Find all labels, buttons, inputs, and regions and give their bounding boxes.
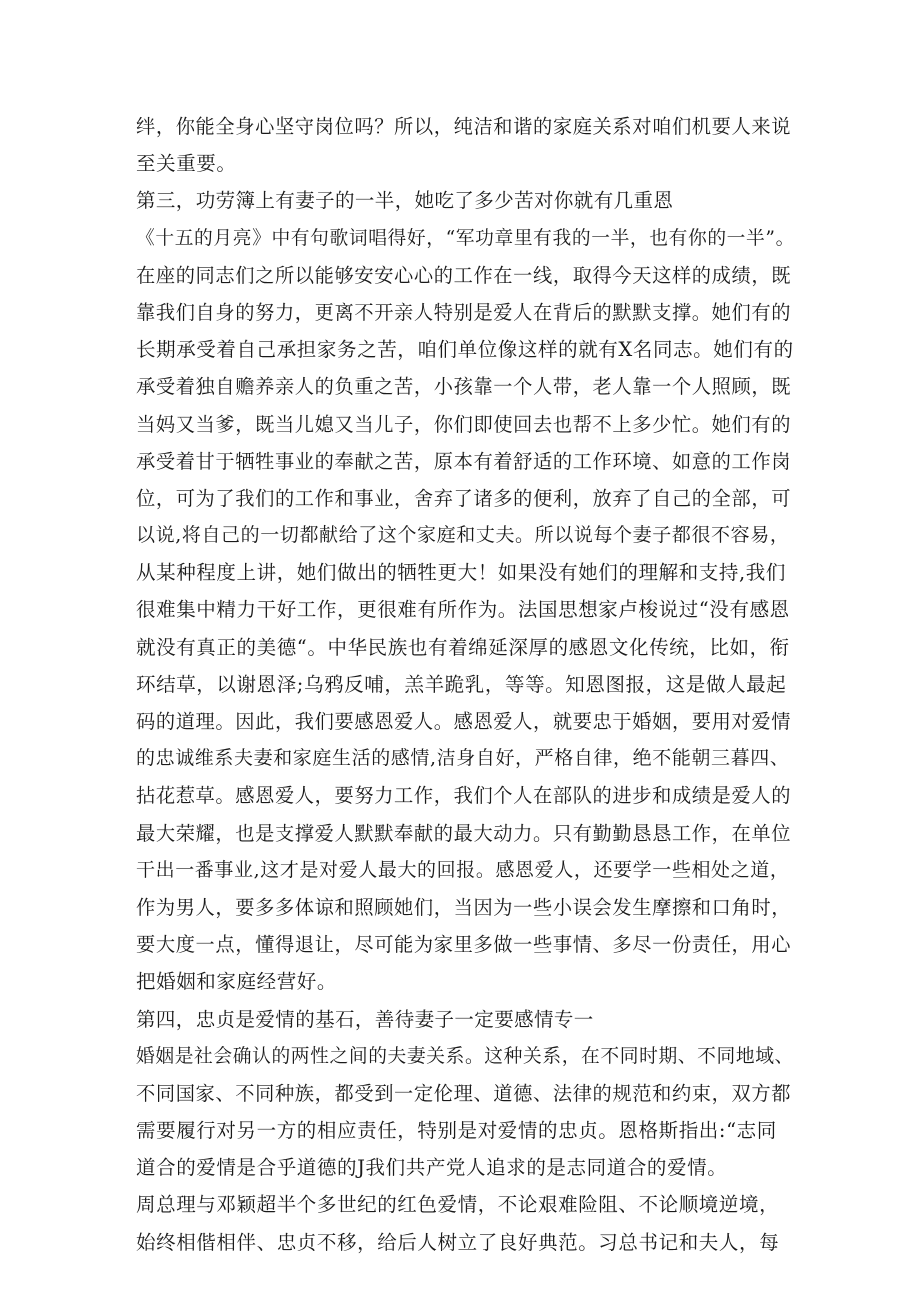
text-line: 绊，你能全身心坚守岗位吗？所以，纯洁和谐的家庭关系对咱们机要人来说	[136, 115, 792, 138]
text-line: 最大荣耀，也是支撑爱人默默奉献的最大动力。只有勤勤恳恳工作，在单位	[136, 821, 792, 845]
text-line: 码的道理。因此，我们要感恩爱人。感恩爱人，就要忠于婚姻，要用对爱情	[136, 710, 792, 733]
text-line: 作为男人，要多多体谅和照顾她们，当因为一些小误会发生摩擦和口角时，	[136, 895, 792, 919]
text-line: 始终相偕相伴、忠贞不移，给后人树立了良好典范。习总书记和夫人，每	[136, 1230, 780, 1254]
text-line: 长期承受着自己承担家务之苦，咱们单位像这样的就有X名同志。她们有的	[136, 338, 794, 362]
text-line: 靠我们自身的努力，更离不开亲人特别是爱人在背后的默默支撑。她们有的	[136, 300, 792, 324]
text-line: 周总理与邓颖超半个多世纪的红色爱情，不论艰难险阻、不论顺境逆境，	[136, 1193, 780, 1217]
text-line: 婚姻是社会确认的两性之间的夫妻关系。这种关系，在不同时期、不同地域、	[136, 1045, 794, 1067]
text-line: 从某种程度上讲，她们做出的牺牲更大！如果没有她们的理解和支持,我们	[136, 561, 786, 585]
document-body	[136, 108, 796, 1261]
text-line: 在座的同志们之所以能够安安心心的工作在一线，取得今天这样的成绩，既	[136, 263, 792, 287]
text-line: 不同国家、不同种族，都受到一定伦理、道德、法律的规范和约束，双方都	[136, 1081, 792, 1105]
text-line: 干出一番事业,这才是对爱人最大的回报。感恩爱人，还要学一些相处之道，	[136, 858, 790, 881]
text-line: 《十五的月亮》中有句歌词唱得好，“军功章里有我的一半，也有你的一半”。	[136, 227, 795, 249]
text-line: 就没有真正的美德“。中华民族也有着绵延深厚的感恩文化传统，比如，衔	[136, 635, 790, 659]
section-heading-3: 第三，功劳簿上有妻子的一半，她吃了多少苦对你就有几重恩	[136, 189, 674, 213]
text-line: 把婚姻和家庭经营好。	[136, 970, 338, 994]
text-line: 位，可为了我们的工作和事业，舍弃了诸多的便利，放弃了自己的全部，可	[136, 486, 792, 510]
text-line: 要大度一点，懂得退让，尽可能为家里多做一些事情、多尽一份责任，用心	[136, 933, 792, 957]
text-line: 很难集中精力干好工作，更很难有所作为。法国思想家卢梭说过“没有感恩	[136, 598, 790, 622]
text-line: 以说,将自己的一切都献给了这个家庭和丈夫。所以说每个妻子都很不容易，	[136, 524, 790, 547]
text-line: 道合的爱情是合乎道德的J我们共产党人追求的是志同道合的爱情。	[136, 1156, 728, 1180]
section-heading-4: 第四，忠贞是爱情的基石，善待妻子一定要感情专一	[136, 1007, 594, 1031]
text-line: 的忠诚维系夫妻和家庭生活的感情,洁身自好，严格自律，绝不能朝三暮四、	[136, 747, 790, 770]
text-line: 承受着甘于牺牲事业的奉献之苦，原本有着舒适的工作环境、如意的工作岗	[136, 449, 792, 473]
text-line: 需要履行对另一方的相应责任，特别是对爱情的忠贞。恩格斯指出:“志同	[136, 1119, 777, 1143]
text-line: 拈花惹草。感恩爱人，要努力工作，我们个人在部队的进步和成绩是爱人的	[136, 784, 792, 808]
text-line: 承受着独自赡养亲人的负重之苦，小孩靠一个人带，老人靠一个人照顾，既	[136, 375, 792, 399]
text-line: 至关重要。	[136, 152, 237, 176]
text-line: 环结草，以谢恩泽;乌鸦反哺，羔羊跪乳，等等。知恩图报，这是做人最起	[136, 672, 787, 696]
text-line: 当妈又当爹，既当儿媳又当儿子，你们即使回去也帮不上多少忙。她们有的	[136, 412, 792, 436]
